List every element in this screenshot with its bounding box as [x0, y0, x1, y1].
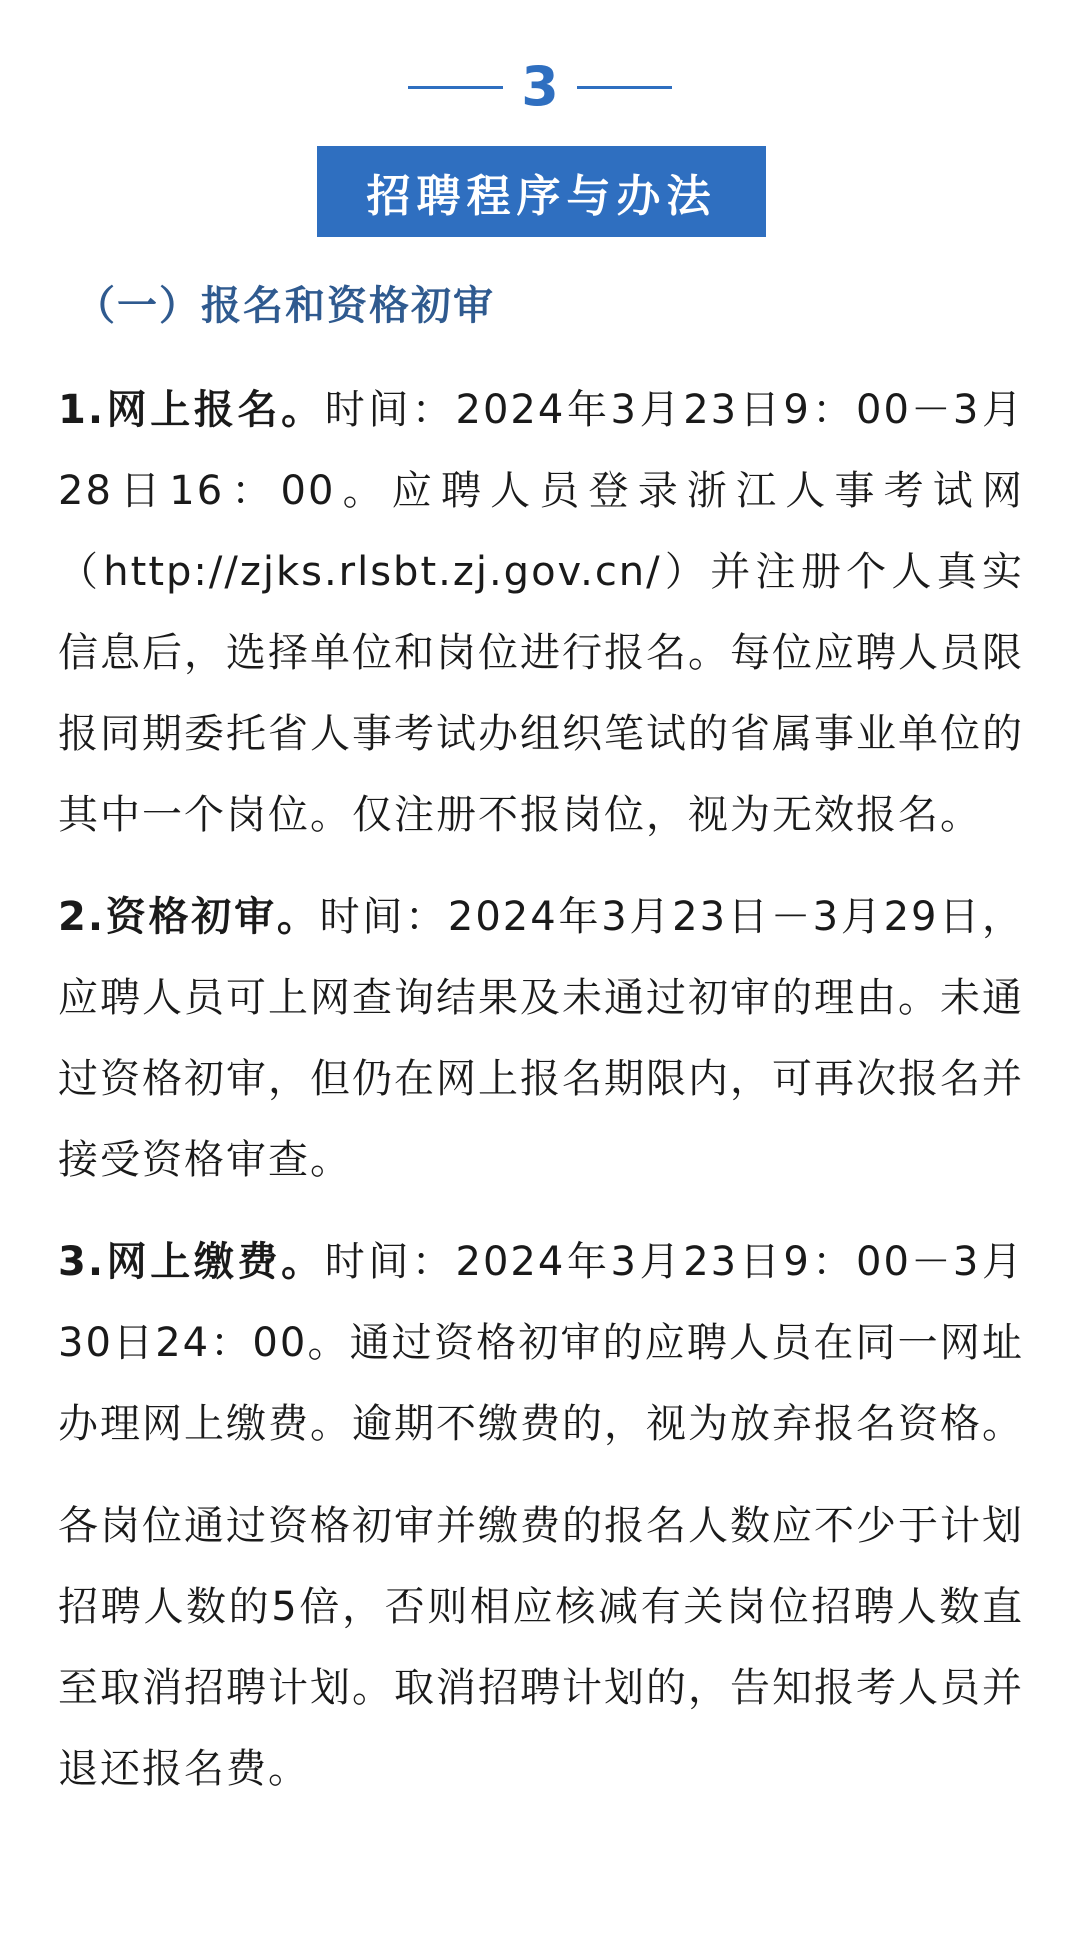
section-title: 招聘程序与办法 — [366, 170, 717, 222]
paragraph-lead: 2.资格初审。 — [58, 894, 320, 940]
section-number-row — [0, 52, 1080, 122]
paragraph-applicant-ratio — [58, 1486, 1024, 1810]
paragraph-online-registration — [58, 370, 1024, 856]
section-title-banner — [317, 146, 766, 237]
paragraph-qualification-review — [58, 877, 1024, 1201]
paragraph-online-payment — [58, 1222, 1024, 1465]
section-number: 3 — [521, 55, 559, 118]
paragraph-lead: 1.网上报名。 — [58, 387, 325, 433]
divider-right — [577, 86, 672, 89]
paragraph-text: 各岗位通过资格初审并缴费的报名人数应不少于计划招聘人数的5倍，否则相应核减有关岗位招聘人数直至取消招聘计划。取消招聘计划的，告知报考人员并退还报名费。 — [58, 1503, 1024, 1792]
article-body — [58, 370, 1024, 1831]
paragraph-text: 时间：2024年3月23日9：00－3月28日16：00。应聘人员登录浙江人事考试网（http://zjks.rlsbt.zj.gov.cn/）并注册个人真实信息后，选择单位和岗位进行报名。每位应聘人员限报同期委托省人事考试办组织笔试的省属事业单位的其中一个岗位。仅注册不报岗位，视为无效报名。 — [58, 387, 1024, 838]
subsection-heading: （一）报名和资格初审 — [75, 283, 495, 329]
divider-left — [408, 86, 503, 89]
paragraph-lead: 3.网上缴费。 — [58, 1239, 325, 1285]
paragraph-text: 时间：2024年3月23日－3月29日，应聘人员可上网查询结果及未通过初审的理由。未通过资格初审，但仍在网上报名期限内，可再次报名并接受资格审查。 — [58, 894, 1025, 1183]
paragraph-text: 时间：2024年3月23日9：00－3月30日24：00。通过资格初审的应聘人员在同一网址办理网上缴费。逾期不缴费的，视为放弃报名资格。 — [58, 1239, 1024, 1447]
